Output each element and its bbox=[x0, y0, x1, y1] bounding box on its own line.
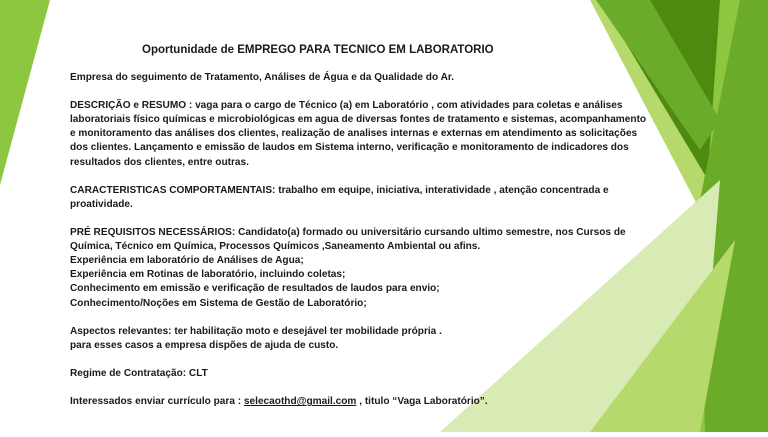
job-description-body bbox=[70, 71, 647, 409]
contact-prefix: Interessados enviar currículo para : bbox=[70, 396, 244, 408]
description-line: DESCRIÇÃO e RESUMO : vaga para o cargo de Técnico (a) em Laboratório , com atividades para coletas e análises bbox=[70, 100, 623, 112]
regime-line: Regime de Contratação: CLT bbox=[70, 367, 208, 379]
description-line: e monitoramento das análises dos clientes, realização de analises internas e externas em atendimento as solicitações bbox=[70, 128, 638, 140]
behavior-line: proatividade. bbox=[70, 198, 133, 210]
aspects-line: Aspectos relevantes: ter habilitação moto e desejável ter mobilidade própria . bbox=[70, 325, 442, 337]
prereq-line: Química, Técnico em Química, Processos Químicos ,Saneamento Ambiental ou afins. bbox=[70, 241, 481, 253]
description-line: dos clientes. Lançamento e emissão de laudos em Sistema interno, verificação e monitoramento de indicadores dos bbox=[70, 142, 629, 154]
prereq-line: Experiência em Rotinas de laboratório, incluindo coletas; bbox=[70, 269, 346, 281]
contact-suffix: , titulo “Vaga Laboratório”. bbox=[356, 396, 488, 408]
contact-email-link[interactable]: selecaothd@gmail.com bbox=[243, 396, 357, 408]
company-line: Empresa do seguimento de Tratamento, Análises de Água e da Qualidade do Ar. bbox=[70, 72, 455, 83]
slide-title: Oportunidade de EMPREGO PARA TECNICO EM LABORATORIO bbox=[142, 44, 494, 56]
contact-line bbox=[70, 395, 626, 409]
behavior-line: CARACTERISTICAS COMPORTAMENTAIS: trabalho em equipe, iniciativa, interatividade , atenção concentrada e bbox=[70, 184, 609, 196]
prereq-line: PRÉ REQUISITOS NECESSÁRIOS: Candidato(a) formado ou universitário cursando ultimo semestre, nos Cursos de bbox=[70, 227, 626, 239]
aspects-line: para esses casos a empresa dispões de ajuda de custo. bbox=[70, 339, 339, 351]
prereq-line: Experiência em laboratório de Análises de Agua; bbox=[70, 255, 304, 267]
prereq-line: Conhecimento/Noções em Sistema de Gestão de Laboratório; bbox=[70, 297, 367, 309]
description-line: resultados dos clientes, entre outras. bbox=[70, 156, 249, 168]
prereq-line: Conhecimento em emissão e verificação de resultados de laudos para envio; bbox=[70, 283, 440, 295]
description-line: laboratoriais físico químicas e microbiológicas em agua de diversas fontes de tratamento e sistemas, acompanhamento bbox=[70, 114, 647, 126]
